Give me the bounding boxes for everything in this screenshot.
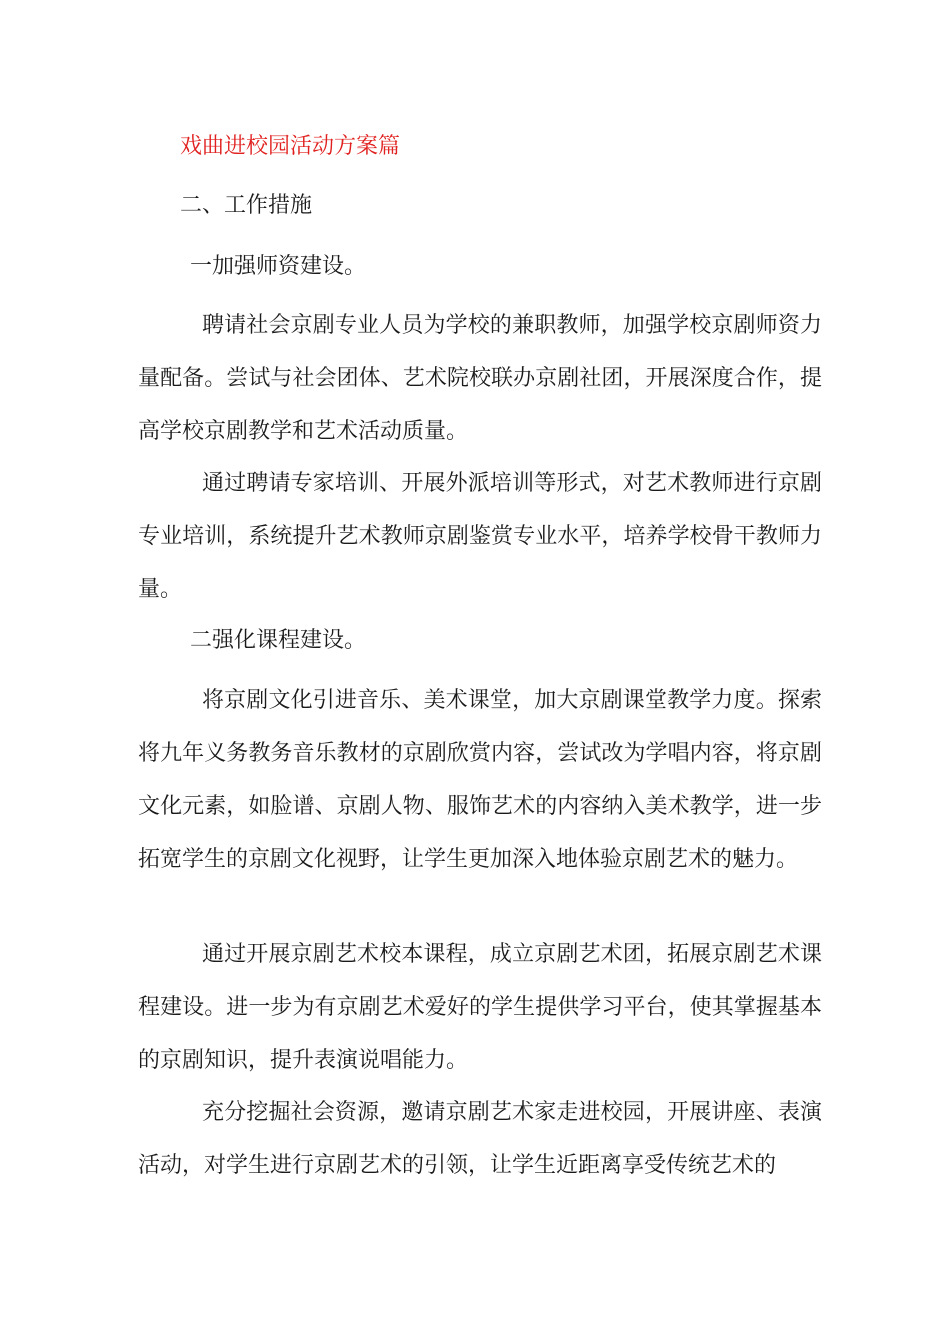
paragraph-5: 充分挖掘社会资源，邀请京剧艺术家走进校园，开展讲座、表演活动，对学生进行京剧艺术的引领，让学生近距离享受传统艺术的 [138, 1100, 822, 1178]
paragraph-2: 通过聘请专家培训、开展外派培训等形式，对艺术教师进行京剧专业培训，系统提升艺术教师京剧鉴赏专业水平，培养学校骨干教师力量。 [138, 471, 822, 602]
section-heading: 二、工作措施 [180, 193, 313, 218]
subsection-heading-2: 二强化课程建设。 [190, 628, 367, 653]
document-title: 戏曲进校园活动方案篇 [180, 134, 401, 159]
subsection-heading-1: 一加强师资建设。 [190, 254, 367, 279]
paragraph-4: 通过开展京剧艺术校本课程，成立京剧艺术团，拓展京剧艺术课程建设。进一步为有京剧艺术爱好的学生提供学习平台，使其掌握基本的京剧知识，提升表演说唱能力。 [138, 942, 822, 1073]
paragraph-3: 将京剧文化引进音乐、美术课堂，加大京剧课堂教学力度。探索将九年义务教务音乐教材的京剧欣赏内容，尝试改为学唱内容，将京剧文化元素，如脸谱、京剧人物、服饰艺术的内容纳入美术教学，进一步拓宽学生的京剧文化视野，让学生更加深入地体验京剧艺术的魅力。 [138, 688, 822, 872]
paragraph-1: 聘请社会京剧专业人员为学校的兼职教师，加强学校京剧师资力量配备。尝试与社会团体、艺术院校联办京剧社团，开展深度合作，提高学校京剧教学和艺术活动质量。 [138, 313, 822, 444]
